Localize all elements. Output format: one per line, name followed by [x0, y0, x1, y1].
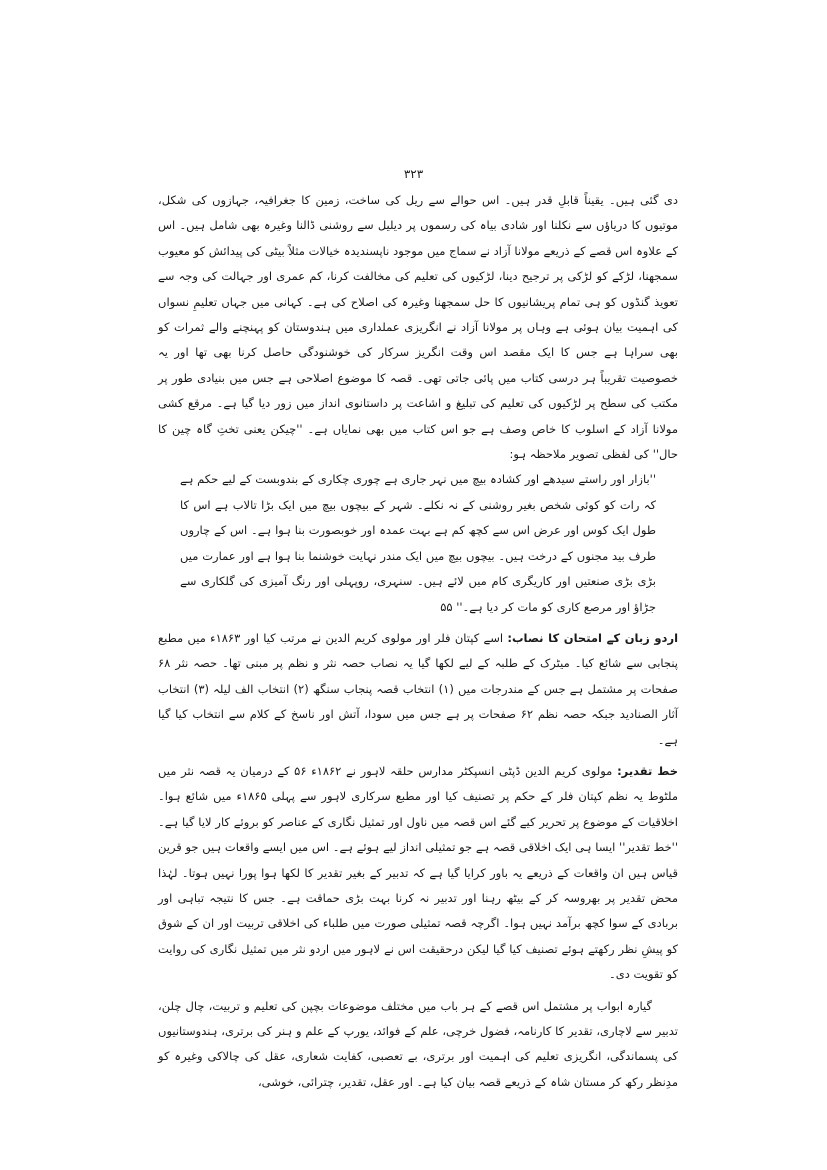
section-curriculum: [158, 626, 678, 753]
block-quote: ''بازار اور راستے سیدھے اور کشادہ بیچ میں نہر جاری ہے چوری چکاری کے بندوبست کے لیے حکم ہے کہ رات کو کوئی شخص بغیر روشنی کے نہ نکلے۔ شہر کے بیچوں بیچ میں ایک بڑا تالاب ہے اس کا طول ایک کوس اور عرض اس سے کچھ کم ہے بہت عمدہ اور خوبصورت بنا ہوا ہے۔ اس کے چاروں طرف بید مجنوں کے درخت ہیں۔ بیچوں بیچ میں ایک مندر نہایت خوشنما بنا ہوا ہے اور عمارت میں بڑی بڑی صنعتیں اور کاریگری کام میں لائے ہیں۔ سنہری، روپہلی اور رنگ آمیزی کی گلکاری سے جڑاؤ اور مرصع کاری کو مات کر دیا ہے۔'' ۵۵: [180, 472, 656, 614]
intro-paragraph: دی گئی ہیں۔ یقیناً قابلِ قدر ہیں۔ اس حوالے سے ریل کی ساخت، زمین کا جغرافیہ، جہازوں کی شکل، موتیوں کا دریاؤں سے نکلنا اور شادی بیاہ کی رسموں پر دیلیل سے روشنی ڈالنا وغیرہ بھی شامل ہیں۔ اس کے علاوہ اس قصے کے ذریعے مولانا آزاد نے سماج میں موجود ناپسندیدہ خیالات مثلاً بیٹی کی پیدائش کو معیوب سمجھنا، لڑکے کو لڑکی پر ترجیح دینا، لڑکیوں کی تعلیم کی مخالفت کرنا، کم عمری اور جہالت کی وجہ سے تعویذ گنڈوں کو ہی تمام پریشانیوں کا حل سمجھنا وغیرہ کی اصلاح کی ہے۔ کہانی میں جہاں تعلیمِ نسواں کی اہمیت بیان ہوئی ہے وہاں پر مولانا آزاد نے انگریزی عملداری میں ہندوستان کو پہنچنے والے ثمرات کو بھی سراہا ہے جس کا ایک مقصد اس وقت انگریز سرکار کی خوشنودگی حاصل کرنا بھی تھا اور یہ خصوصیت تقریباً ہر درسی کتاب میں پائی جاتی تھی۔ قصہ کا موضوع اصلاحی ہے جس میں بنیادی طور پر مکتب کی سطح پر لڑکیوں کی تعلیم کی تبلیغ و اشاعت پر داستانوی انداز میں زور دیا گیا ہے۔ مرقع کشی مولانا آزاد کے اسلوب کا خاص وصف ہے جو اس کتاب میں بھی نمایاں ہے۔ ''چیکن یعنی تختِ گاہ چین کا حال'' کی لفظی تصویر ملاحظہ ہو:: [158, 193, 678, 462]
section-curriculum-body: اسے کپتان فلر اور مولوی کریم الدین نے مرتب کیا اور ۱۸۶۳ء میں مطبع پنجابی سے شائع کیا۔ میٹرک کے طلبہ کے لیے لکھا گیا یہ نصاب حصہ نثر و نظم پر مبنی تھا۔ حصہ نثر ۶۸ صفحات پر مشتمل ہے جس کے مندرجات میں (۱) انتخاب قصہ پنجاب سنگھ (۲) انتخاب الف لیلہ (۳) انتخاب آثار الصنادید جبکہ حصہ نظم ۶۲ صفحات پر ہے جس میں سودا، آتش اور ناسخ کے کلام سے انتخاب کیا گیا ہے۔: [158, 630, 678, 747]
document-body: [158, 168, 678, 1095]
section-khat-e-taqdeer-body: مولوی کریم الدین ڈپٹی انسپکٹر مدارس حلقہ لاہور نے ۱۸۶۲ء ۵۶ کے درمیان یہ قصہ نثر میں ملٹوط یہ نظم کپتان فلر کے حکم پر تصنیف کیا اور مطبع سرکاری لاہور سے پہلی ۱۸۶۵ء میں شائع ہوا۔ اخلاقیات کے موضوع پر تحریر کیے گئے اس قصہ میں ناول اور تمثیل نگاری کے عناصر کو بروئے کار لایا گیا ہے۔ ''خط تقدیر'' ایسا ہی ایک اخلاقی قصہ ہے جو تمثیلی انداز لیے ہوئے ہے۔ اس میں ایسے واقعات ہیں جو قرین قیاس ہیں ان واقعات کے ذریعے یہ باور کرایا گیا ہے کہ تدبیر کے بغیر تقدیر کا لکھا ہوا پورا نہیں ہوتا۔ لہٰذا محض تقدیر پر بھروسہ کر کے بیٹھ رہنا اور تدبیر نہ کرنا بہت بڑی حماقت ہے۔ جس کا نتیجہ تباہی اور بربادی کے سوا کچھ برآمد نہیں ہوا۔ اگرچہ قصہ تمثیلی صورت میں طلباء کی اخلاقی تربیت اور ان کے شوق کو پیشِ نظر رکھتے ہوئے تصنیف کیا گیا لیکن درحقیقت اس نے لاہور میں اردو نثر میں تمثیل نگاری کی روایت کو تقویت دی۔: [158, 763, 678, 982]
page-number: ۳۲۳: [403, 167, 424, 181]
section-khat-e-taqdeer: [158, 759, 678, 988]
section-chapters: گیارہ ابواب پر مشتمل اس قصے کے ہر باب میں مختلف موضوعات بچپن کی تعلیم و تربیت، چال چلن، تدبیر سے لاچاری، تقدیر کا کارنامہ، فضول خرچی، علم کے فوائد، یورپ کے علم و ہنر کی برتری، ہندوستانیوں کی پسماندگی، انگریزی تعلیم کی اہمیت اور برتری، بے تعصبی، کفایت شعاری، عقل کی چالاکی وغیرہ کو مدِنظر رکھ کر مستان شاہ کے ذریعے قصہ بیان کیا ہے۔ اور عقل، تقدیر، چترائی، خوشی،: [158, 998, 678, 1089]
section-curriculum-heading: اردو زبان کے امتحان کا نصاب:: [507, 630, 679, 645]
section-khat-e-taqdeer-heading: خط تقدیر:: [617, 763, 679, 778]
